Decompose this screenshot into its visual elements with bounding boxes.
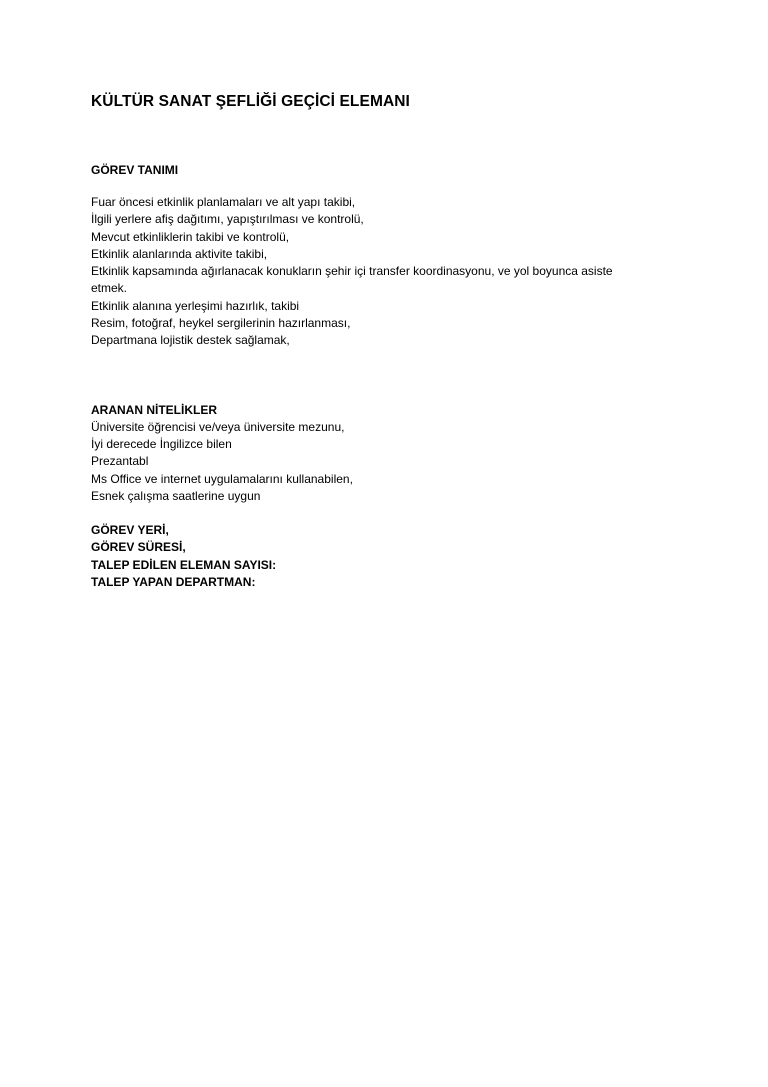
qualification-line: Ms Office ve internet uygulamalarını kullanabilen, [91,471,353,486]
field-requesting-department: TALEP YAPAN DEPARTMAN: [91,575,256,590]
field-duration: GÖREV SÜRESİ, [91,540,186,555]
document-content [91,92,691,591]
field-location: GÖREV YERİ, [91,523,169,538]
job-description-heading: GÖREV TANIMI [91,163,179,177]
job-description-line: Mevcut etkinliklerin takibi ve kontrolü, [91,229,290,244]
job-description-line: Departmana lojistik destek sağlamak, [91,333,290,348]
qualification-line: Üniversite öğrencisi ve/veya üniversite mezunu, [91,419,345,434]
job-description-line: Etkinlik alanlarında aktivite takibi, [91,246,268,261]
qualifications-heading: ARANAN NİTELİKLER [91,402,217,417]
job-description-line: Fuar öncesi etkinlik planlamaları ve alt yapı takibi, [91,195,356,209]
job-description-line: etmek. [91,281,128,296]
field-staff-count: TALEP EDİLEN ELEMAN SAYISI: [91,557,277,572]
qualification-line: Prezantabl [91,454,149,469]
job-description-line: İlgili yerlere afiş dağıtımı, yapıştırılması ve kontrolü, [91,212,364,227]
document-title: KÜLTÜR SANAT ŞEFLİĞİ GEÇİCİ ELEMANI [91,93,410,110]
job-description-line: Resim, fotoğraf, heykel sergilerinin hazırlanması, [91,316,351,331]
job-description-list [91,194,691,350]
job-description-line: Etkinlik alanına yerleşimi hazırlık, takibi [91,298,300,313]
qualification-line: İyi derecede İngilizce bilen [91,436,232,451]
qualification-line: Esnek çalışma saatlerine uygun [91,488,261,503]
qualifications-list [91,419,691,505]
job-fields [91,522,691,591]
job-description-line: Etkinlik kapsamında ağırlanacak konukların şehir içi transfer koordinasyonu, ve yol boyunca asiste [91,264,613,279]
